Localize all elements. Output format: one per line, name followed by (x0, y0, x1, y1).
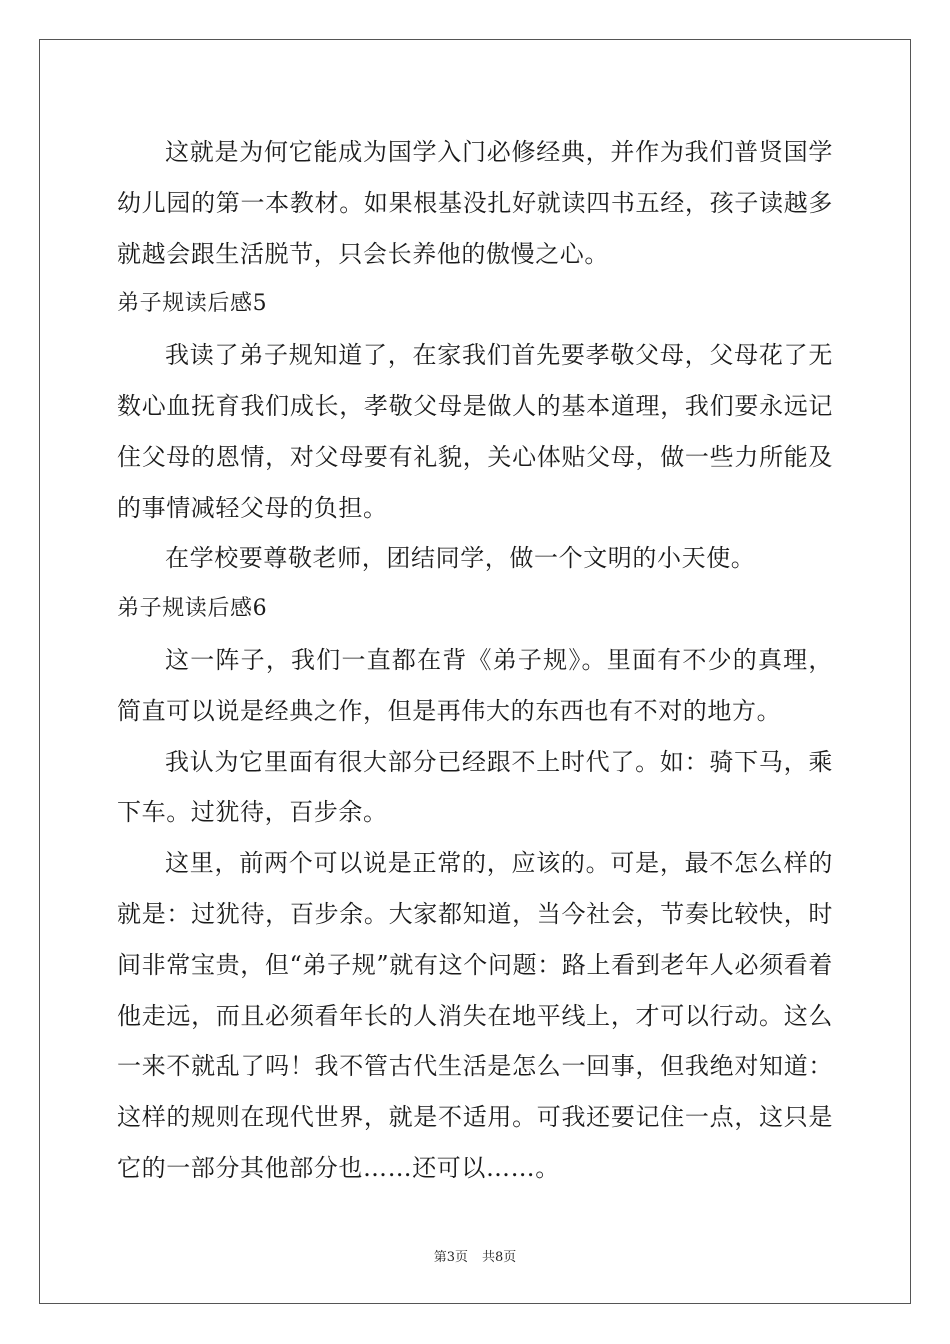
page-total: 共8页 (482, 1250, 517, 1265)
page-footer (0, 1246, 950, 1265)
paragraph: 这一阵子，我们一直都在背《弟子规》。里面有不少的真理，简直可以说是经典之作，但是再伟大的东西也有不对的地方。 (117, 645, 833, 725)
paragraph: 这就是为何它能成为国学入门必修经典，并作为我们普贤国学幼儿园的第一本教材。如果根基没扎好就读四书五经，孩子读越多就越会跟生活脱节，只会长养他的傲慢之心。 (117, 138, 833, 268)
page-number: 第3页 (433, 1250, 468, 1265)
section-heading: 弟子规读后感5 (117, 291, 268, 317)
document-body (117, 127, 833, 1194)
paragraph: 这里，前两个可以说是正常的，应该的。可是，最不怎么样的就是：过犹待，百步余。大家都知道，当今社会，节奏比较快，时间非常宝贵，但“弟子规”就有这个问题：路上看到老年人必须看着他走远，而且必须看年长的人消失在地平线上，才可以行动。这么一来不就乱了吗！我不管古代生活是怎么一回事，但我绝对知道：这样的规则在现代世界，就是不适用。可我还要记住一点，这只是它的一部分其他部分也……还可以……。 (117, 849, 833, 1182)
paragraph: 我读了弟子规知道了，在家我们首先要孝敬父母，父母花了无数心血抚育我们成长，孝敬父母是做人的基本道理，我们要永远记住父母的恩情，对父母要有礼貌，关心体贴父母，做一些力所能及的事情减轻父母的负担。 (117, 341, 833, 522)
paragraph: 我认为它里面有很大部分已经跟不上时代了。如：骑下马，乘下车。过犹待，百步余。 (117, 747, 833, 827)
paragraph: 在学校要尊敬老师，团结同学，做一个文明的小天使。 (165, 544, 756, 573)
section-heading: 弟子规读后感6 (117, 596, 268, 622)
